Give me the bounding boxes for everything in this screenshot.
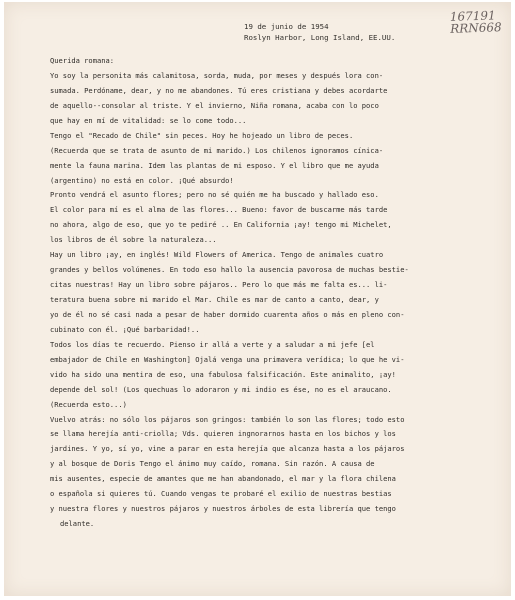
body-line: Pronto vendrá el asunto flores; pero no sé quién me ha buscado y hallado eso. bbox=[50, 190, 379, 200]
body-line: grandes y bellos volúmenes. En todo eso hallo la ausencia pavorosa de muchas bestie- bbox=[50, 265, 409, 275]
body-line: mente la fauna marina. Idem las plantas de mi esposo. Y el libro que me ayuda bbox=[50, 160, 379, 170]
body-line: y nuestra flores y nuestros pájaros y nuestros árboles de esta librería que tengo bbox=[50, 504, 396, 514]
body-line: embajador de Chile en Washington] Ojalá venga una primavera verídica; lo que he vi- bbox=[50, 354, 405, 364]
body-line: El color para mí es el alma de las flores... Bueno: favor de buscarme más tarde bbox=[50, 205, 388, 215]
body-line: Vuelvo atrás: no sólo los pájaros son gringos: también lo son las flores; todo esto bbox=[50, 414, 405, 424]
body-line: delante. bbox=[60, 519, 95, 529]
body-line: citas nuestras! Hay un libro sobre pájaros.. Pero lo que más me falta es... li- bbox=[50, 280, 388, 290]
body-line: teratura buena sobre mi marido el Mar. Chile es mar de canto a canto, dear, y bbox=[50, 295, 379, 304]
handwritten-annotation bbox=[449, 9, 501, 35]
letter-page bbox=[4, 2, 511, 596]
body-line: y al bosque de Doris Tengo el ánimo muy caído, romana. Sin razón. A causa de bbox=[50, 459, 375, 469]
body-line: que hay en mí de vitalidad: se lo come todo... bbox=[50, 115, 247, 125]
body-line: yo de él no sé casi nada a pesar de haber dormido cuarenta años o más en pleno con- bbox=[50, 309, 405, 319]
letter-place: Roslyn Harbor, Long Island, EE.UU. bbox=[244, 33, 396, 42]
body-line: depende del sol! (Los quechuas lo adoraron y mi indio es ése, no es el araucano. bbox=[50, 384, 392, 394]
body-line: Todos los días te recuerdo. Pienso ir allá a verte y a saludar a mi jefe [el bbox=[50, 339, 375, 349]
salutation: Querida romana: bbox=[50, 56, 115, 65]
body-line: se llama herejía anti-criolla; Vds. quieren ingnorarnos hasta en los bichos y los bbox=[50, 429, 396, 439]
body-line: sumada. Perdóname, dear, y no me abandones. Tú eres cristiana y debes acordarte bbox=[50, 85, 388, 95]
body-line: mis ausentes, especie de amantes que me han abandonado, el mar y la flora chilena bbox=[50, 474, 396, 484]
body-line: Hay un libro ¡ay, en inglés! Wild Flowers of America. Tengo de animales cuatro bbox=[50, 250, 384, 260]
body-line: no ahora, algo de eso, que yo te pediré .. En California ¡ay! tengo mi Michelet, bbox=[50, 220, 392, 230]
body-line: o española si quieres tú. Cuando vengas te probaré el exilio de nuestras bestias bbox=[50, 489, 392, 499]
body-line: vido ha sido una mentira de eso, una fabulosa falsificación. Este animalito, ¡ay! bbox=[50, 369, 396, 379]
body-line: cubinato con él. ¡Qué barbaridad!.. bbox=[50, 324, 200, 334]
body-line: (Recuerda que se trata de asunto de mi marido.) Los chilenos ignoramos cínica- bbox=[50, 145, 384, 155]
annotation-line: 167191 bbox=[449, 8, 496, 24]
body-line: de aquello--consolar al triste. Y el invierno, Niña romana, acaba con lo poco bbox=[50, 100, 379, 110]
letter-body bbox=[50, 54, 478, 532]
body-line: (Recuerda esto...) bbox=[50, 399, 127, 409]
body-line: los libros de él sobre la naturaleza... bbox=[50, 235, 217, 245]
body-line: (argentino) no está en color. ¡Qué absurdo! bbox=[50, 175, 234, 185]
body-line: Yo soy la personita más calamitosa, sorda, muda, por meses y después lora con- bbox=[50, 70, 384, 80]
body-line: Tengo el "Recado de Chile" sin peces. Hoy he hojeado un libro de peces. bbox=[50, 130, 354, 140]
letter-date: 19 de junio de 1954 bbox=[244, 22, 329, 31]
annotation-line: RRN668 bbox=[449, 20, 502, 36]
body-line: jardines. Y yo, sí yo, vine a parar en esta herejía que alcanza hasta a los pájaros bbox=[50, 444, 405, 454]
